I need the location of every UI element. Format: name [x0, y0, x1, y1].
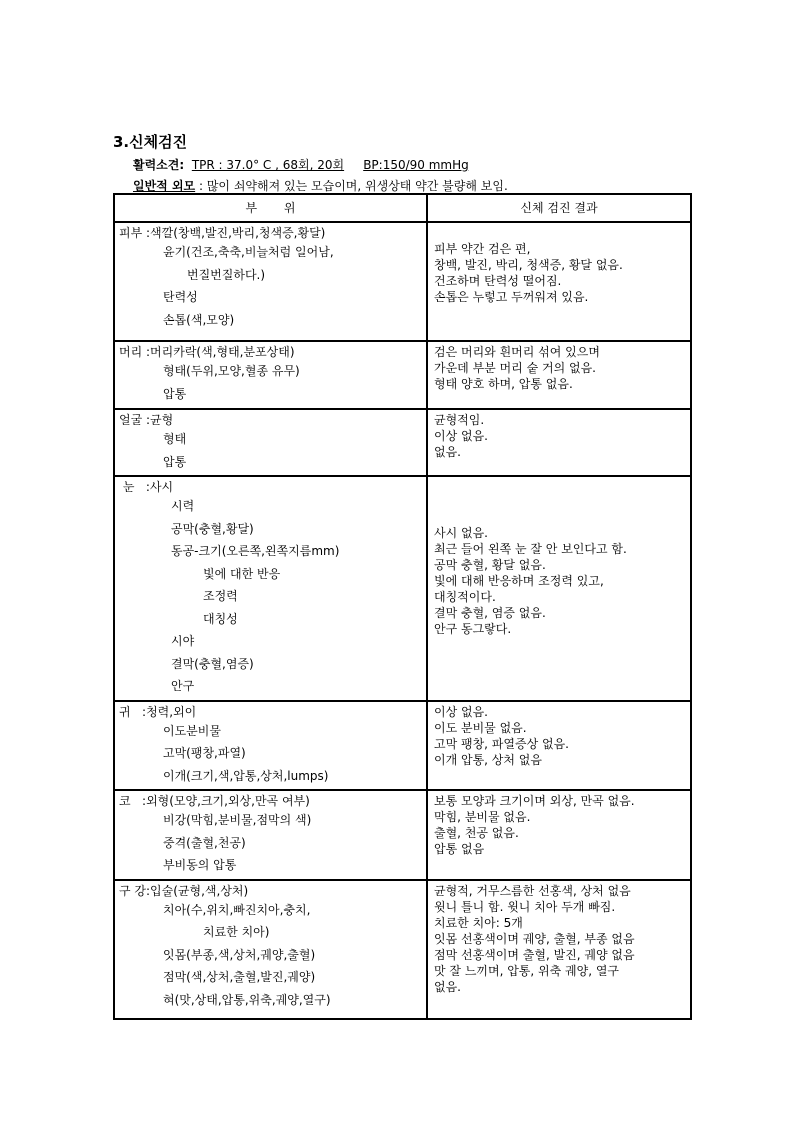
result-line: 치료한 치아: 5개: [434, 915, 523, 930]
list-item: 시야: [171, 634, 195, 648]
eye-items: [114, 476, 427, 701]
table-row-face: [114, 409, 691, 476]
list-item: 시력: [171, 499, 195, 513]
table-row-skin: [114, 222, 691, 341]
skin-results: [427, 222, 691, 341]
result-line: 결막 충혈, 염증 없음.: [434, 606, 546, 620]
head-title: 머리 :머리카락(색,형태,분포상태): [119, 345, 295, 359]
ear-title: 귀 :청력,외이: [119, 704, 197, 719]
nose-title: 코 :외형(모양,크기,외상,만곡 여부): [119, 794, 310, 808]
list-item: 빛에 대한 반응: [203, 566, 281, 581]
list-item: 치아(수,위치,빠진치아,충치,: [163, 902, 311, 917]
list-item: 부비동의 압통: [163, 858, 237, 872]
list-item: 동공-크기(오른쪽,왼쪽지름mm): [171, 544, 340, 558]
head-results: [427, 341, 691, 409]
nose-results: [427, 790, 691, 880]
mouth-items: [114, 880, 427, 1019]
table-row-head: [114, 341, 691, 409]
list-item: 점막(색,상처,출혈,발진,궤양): [163, 970, 316, 984]
result-line: 균형적, 거무스름한 선홍색, 상처 없음: [434, 883, 631, 898]
result-line: 막힘, 분비물 없음.: [434, 810, 531, 824]
table-row-mouth: [114, 880, 691, 1019]
section-title: 3.신체검진: [113, 133, 188, 151]
list-item: 형태: [163, 432, 187, 446]
eye-title: 눈 :사시: [119, 480, 174, 494]
result-line: 빛에 대해 반응하며 조정력 있고,: [434, 574, 604, 588]
result-line: 압통 없음: [434, 842, 485, 856]
face-items: [114, 409, 427, 476]
result-line: 균형적임.: [434, 413, 485, 427]
list-item: 번질번질하다.): [187, 267, 266, 282]
mouth-results: [427, 880, 691, 1019]
result-line: 잇몸 선홍색이며 궤양, 출혈, 부종 없음: [434, 931, 635, 946]
general-appearance-label: 일반적 외모: [133, 179, 196, 193]
header-part: 부 위: [114, 194, 427, 222]
list-item: 윤기(건조,축축,비늘처럼 일어남,: [163, 245, 334, 259]
result-line: 윗니 틀니 함. 윗니 치아 두개 빠짐.: [434, 899, 616, 914]
header-result: 신체 검진 결과: [427, 194, 691, 222]
result-line: 없음.: [434, 979, 461, 994]
blood-pressure-value: BP:150/90 mmHg: [363, 158, 469, 172]
result-line: 손톱은 누렇고 두꺼워져 있음.: [434, 290, 589, 304]
mouth-title: 구 강:입술(균형,색,상처): [119, 883, 249, 898]
result-line: 안구 동그랗다.: [434, 622, 512, 636]
vital-signs-value: TPR : 37.0° C , 68회, 20회: [191, 158, 345, 172]
list-item: 손톱(색,모양): [163, 312, 235, 327]
face-results: [427, 409, 691, 476]
result-line: 창백, 발진, 박리, 청색증, 황달 없음.: [434, 258, 623, 272]
list-item: 공막(충혈,황달): [171, 521, 254, 536]
ear-results: [427, 701, 691, 791]
table-row-nose: [114, 790, 691, 880]
nose-items: [114, 790, 427, 880]
face-title: 얼굴 :균형: [119, 413, 174, 427]
list-item: 형태(두위,모양,혈종 유무): [163, 364, 300, 378]
result-line: 없음.: [434, 445, 461, 459]
list-item: 이도분비물: [163, 723, 221, 738]
result-line: 맛 잘 느끼며, 압통, 위축 궤양, 열구: [434, 963, 620, 978]
vital-signs-label: 활력소견:: [133, 158, 185, 172]
list-item: 잇몸(부종,색,상처,궤양,출혈): [163, 947, 316, 962]
list-item: 대칭성: [203, 611, 238, 626]
general-appearance-text: : 많이 쇠약해져 있는 모습이며, 위생상태 약간 불량해 보임.: [198, 179, 508, 193]
list-item: 중격(출혈,천공): [163, 835, 246, 850]
result-line: 이상 없음.: [434, 429, 488, 443]
result-line: 가운데 부분 머리 숱 거의 없음.: [434, 361, 596, 375]
result-line: 최근 들어 왼쪽 눈 잘 안 보인다고 함.: [434, 542, 627, 556]
result-line: 공막 충혈, 황달 없음.: [434, 558, 546, 572]
list-item: 탄력성: [163, 290, 198, 304]
result-line: 검은 머리와 흰머리 섞여 있으며: [434, 345, 600, 359]
vital-signs-line: [133, 156, 469, 173]
result-line: 이개 압통, 상처 없음: [434, 752, 542, 767]
table-row-eye: [114, 476, 691, 701]
result-line: 사시 없음.: [434, 526, 488, 540]
result-line: 보통 모양과 크기이며 외상, 만곡 없음.: [434, 794, 635, 808]
table-row-ear: [114, 701, 691, 791]
list-item: 안구: [171, 679, 195, 693]
eye-results: [427, 476, 691, 701]
skin-items: [114, 222, 427, 341]
result-line: 점막 선홍색이며 출혈, 발진, 궤양 없음: [434, 947, 635, 962]
general-appearance-line: [133, 177, 508, 194]
list-item: 비강(막힘,분비물,점막의 색): [163, 813, 312, 827]
physical-exam-table: [113, 193, 692, 1020]
skin-title: 피부 :색깔(창백,발진,박리,청색증,황달): [119, 226, 326, 240]
list-item: 압통: [163, 386, 187, 401]
list-item: 조정력: [203, 589, 238, 603]
result-line: 피부 약간 검은 편,: [434, 242, 531, 256]
list-item: 치료한 치아): [203, 925, 270, 939]
list-item: 결막(충혈,염증): [171, 656, 254, 671]
list-item: 고막(팽창,파열): [163, 746, 246, 760]
list-item: 혀(맛,상태,압통,위축,궤양,열구): [163, 992, 331, 1007]
list-item: 압통: [163, 454, 187, 469]
result-line: 형태 양호 하며, 압통 없음.: [434, 377, 573, 391]
result-line: 고막 팽창, 파열증상 없음.: [434, 736, 569, 751]
list-item: 이개(크기,색,압통,상처,lumps): [163, 768, 329, 783]
ear-items: [114, 701, 427, 791]
result-line: 이상 없음.: [434, 704, 488, 719]
table-header-row: [114, 194, 691, 222]
result-line: 건조하며 탄력성 떨어짐.: [434, 274, 562, 288]
head-items: [114, 341, 427, 409]
result-line: 대칭적이다.: [434, 590, 496, 604]
result-line: 이도 분비물 없음.: [434, 720, 527, 735]
result-line: 출혈, 천공 없음.: [434, 826, 519, 840]
